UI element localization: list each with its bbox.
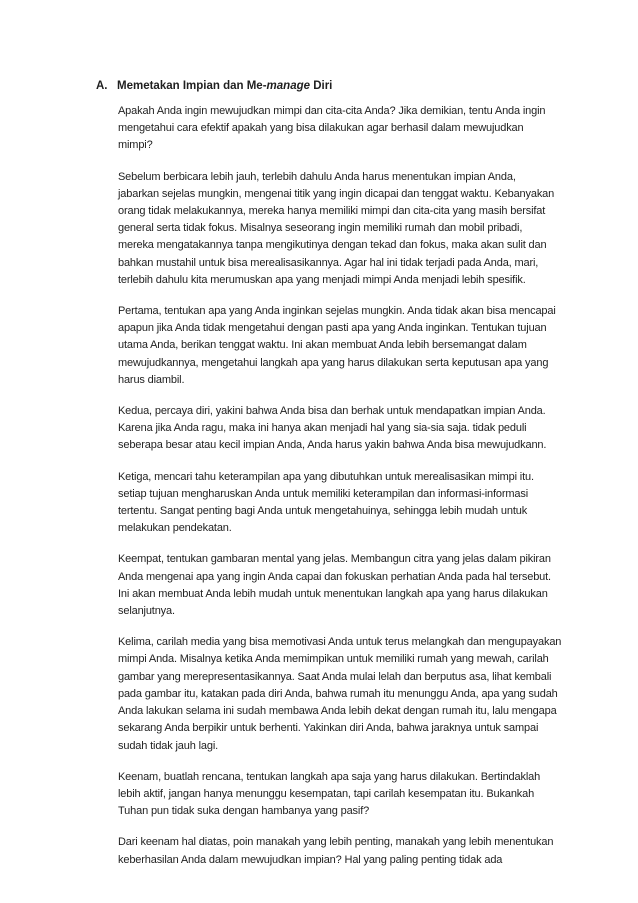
paragraph-line: sekarang Anda berpikir untuk berhenti. Yakinkan diri Anda, bahwa jaraknya untuk sampai [118,722,539,735]
paragraph-line: selanjutnya. [118,605,175,618]
paragraph-line: pada gambar itu, katakan pada diri Anda, bahwa rumah itu menunggu Anda, apa yang sudah [118,687,558,700]
paragraph-line: gambar yang merepresentasikannya. Saat Anda mulai lelah dan berputus asa, lihat kembali [118,670,552,683]
paragraph-line: Keempat, tentukan gambaran mental yang jelas. Membangun citra yang jelas dalam pikiran [118,553,551,566]
paragraph-line: Anda mengenai apa yang ingin Anda capai dan fokuskan perhatian Anda pada hal tersebut. [118,570,551,583]
paragraph-line: mimpi Anda. Misalnya ketika Anda memimpikan untuk memiliki rumah yang mewah, carilah [118,653,549,666]
paragraph-line: mereka mengatakannya tanpa mengikutinya dengan tekad dan fokus, maka akan sulit dan [118,239,547,252]
paragraph-line: general serta tidak fokus. Misalnya seseorang ingin memiliki rumah dan mobil pribadi, [118,222,523,235]
paragraph-line: harus diambil. [118,373,185,386]
paragraph-line: setiap tujuan mengharuskan Anda untuk memiliki keterampilan dan informasi-informasi [118,487,529,500]
paragraph-line: apapun jika Anda tidak mengetahui dengan pasti apa yang Anda inginkan. Tentukan tujuan [118,322,547,335]
paragraph-line: Keenam, buatlah rencana, tentukan langkah apa saja yang harus dilakukan. Bertindaklah [118,770,541,783]
paragraph-line: Pertama, tentukan apa yang Anda inginkan sejelas mungkin. Anda tidak akan bisa mencapai [118,305,556,318]
paragraph-line: jabarkan sejelas mungkin, mengenai titik yang ingin dicapai dan tenggat waktu. Kebanyakan [118,187,555,200]
paragraph-line: Sebelum berbicara lebih jauh, terlebih dahulu Anda harus menentukan impian Anda, [118,170,516,183]
paragraph-line: Anda lakukan selama ini sudah membawa Anda lebih dekat dengan rumah itu, lalu mengapa [118,705,557,718]
paragraph-line: Kedua, percaya diri, yakini bahwa Anda bisa dan berhak untuk mendapatkan impian Anda. [118,405,546,418]
paragraph [118,551,566,620]
paragraph-line: Ini akan membuat Anda lebih mudah untuk menentukan langkah apa yang harus dilakukan [118,587,548,600]
paragraph [118,469,566,538]
paragraph-line: terlebih dahulu kita merumuskan apa yang menjadi mimpi Anda menjadi lebih spesifik. [118,273,526,286]
paragraph-line: keberhasilan Anda dalam mewujudkan impian? Hal yang paling penting tidak ada [118,853,503,866]
paragraph-line: Dari keenam hal diatas, poin manakah yang lebih penting, manakah yang lebih menentukan [118,836,554,849]
section-title-part: Diri [310,80,333,92]
section-title-part: Memetakan Impian dan Me- [117,80,267,92]
paragraph-line: orang tidak melakukannya, mereka hanya memiliki mimpi dan cita-cita yang masih bersifat [118,205,546,218]
paragraph [118,403,566,455]
paragraph-line: seberapa besar atau kecil impian Anda, Anda harus yakin bahwa Anda bisa mewujudkann. [118,439,547,452]
paragraph-line: bahkan mustahil untuk bisa merealisasikannya. Agar hal ini tidak terjadi pada Anda, mari, [118,256,539,269]
paragraph [118,634,566,754]
paragraph-line: tertentu. Sangat penting bagi Anda untuk mengetahuinya, sehingga lebih mudah untuk [118,505,528,518]
paragraph [118,769,566,821]
paragraph-line: Apakah Anda ingin mewujudkan mimpi dan cita-cita Anda? Jika demikian, tentu Anda ingin [118,105,546,117]
paragraph-line: Tuhan pun tidak suka dengan hambanya yang pasif? [118,805,370,818]
paragraph-line: melakukan pendekatan. [118,522,232,535]
paragraph-line: Ketiga, mencari tahu keterampilan apa yang dibutuhkan untuk merealisasikan mimpi itu. [118,470,534,483]
paragraph-line: mewujudkannya, mengetahui langkah apa yang harus dilakukan serta keputusan apa yang [118,356,549,369]
paragraph-line: mengetahui cara efektif apakah yang bisa dilakukan agar berhasil dalam mewujudkan [118,122,524,135]
paragraph [118,169,566,289]
paragraph-line: utama Anda, berikan tenggat waktu. Ini akan membuat Anda lebih bersemangat dalam [118,339,527,352]
paragraph-line: Kelima, carilah media yang bisa memotivasi Anda untuk terus melangkah dan mengupayakan [118,636,562,649]
paragraph-line: sudah tidak jauh lagi. [118,739,219,752]
paragraph-line: mimpi? [118,139,153,152]
body-text [118,103,566,883]
section-title-italic: manage [266,80,311,92]
paragraph-line: Karena jika Anda ragu, maka ini hanya akan menjadi hal yang sia-sia saja. tidak peduli [118,422,527,435]
section-heading [96,78,332,94]
paragraph [118,103,566,155]
paragraph [118,303,566,389]
paragraph-line: lebih aktif, jangan hanya menunggu kesempatan, tapi carilah kesempatan itu. Bukankah [118,787,535,800]
paragraph [118,834,566,868]
section-number: A. [96,80,108,92]
